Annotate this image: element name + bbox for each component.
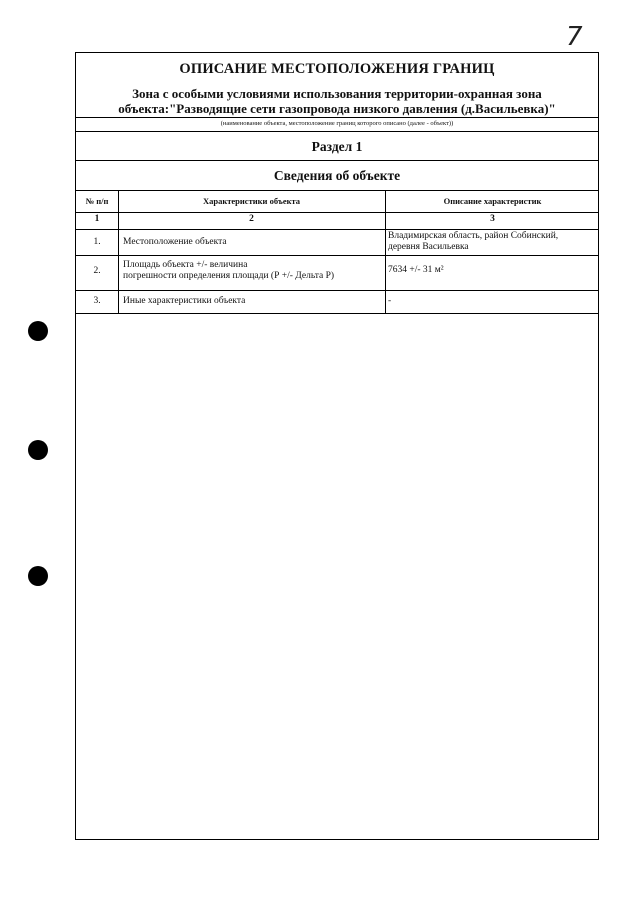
zone-description-line1: Зона с особыми условиями использования территории-охранная зона: [132, 86, 542, 101]
table-row-divider: [76, 229, 598, 230]
table-bottom-border: [76, 313, 598, 314]
row-number: 1.: [93, 237, 101, 247]
row-characteristic: погрешности определения площади (Р +/- Дельта Р): [123, 271, 335, 281]
section-title: Раздел 1: [311, 139, 363, 154]
table-column-divider: [385, 190, 386, 313]
row-description: деревня Васильевка: [388, 242, 469, 252]
header-characteristics: Характеристики объекта: [202, 196, 301, 206]
row-characteristic: Площадь объекта +/- величина: [123, 260, 248, 270]
row-description: Владимирская область, район Собинский,: [388, 231, 559, 241]
divider: [76, 117, 598, 118]
table-row-divider: [76, 212, 598, 213]
document-header: [76, 53, 598, 115]
row-description: -: [388, 296, 392, 306]
row-description: 7634 +/- 31 м²: [388, 265, 444, 275]
row-number: 3.: [93, 296, 101, 306]
column-number-1: 1: [94, 214, 100, 224]
table-row-divider: [76, 255, 598, 256]
row-characteristic: Иные характеристики объекта: [123, 296, 246, 306]
info-heading: Сведения об объекте: [273, 168, 401, 183]
document-frame: [75, 52, 599, 840]
column-number-2: 2: [249, 214, 254, 224]
table-column-divider: [118, 190, 119, 313]
column-number-3: 3: [490, 214, 495, 224]
binder-hole: [28, 440, 48, 460]
divider: [76, 131, 598, 132]
zone-description-line2: объекта:"Разводящие сети газопровода низкого давления (д.Васильевка)": [118, 101, 556, 116]
header-number: № п/п: [85, 196, 109, 206]
object-note: (наименование объекта, местоположение границ которого описано (далее - объект)): [220, 120, 454, 127]
row-number: 2.: [93, 266, 101, 276]
page-number: 7: [566, 22, 583, 52]
binder-hole: [28, 321, 48, 341]
table-row-divider: [76, 290, 598, 291]
binder-hole: [28, 566, 48, 586]
row-characteristic: Местоположение объекта: [123, 237, 227, 247]
divider: [76, 190, 598, 191]
divider: [76, 160, 598, 161]
header-description: Описание характеристик: [443, 196, 542, 206]
document-title: ОПИСАНИЕ МЕСТОПОЛОЖЕНИЯ ГРАНИЦ: [179, 61, 495, 77]
